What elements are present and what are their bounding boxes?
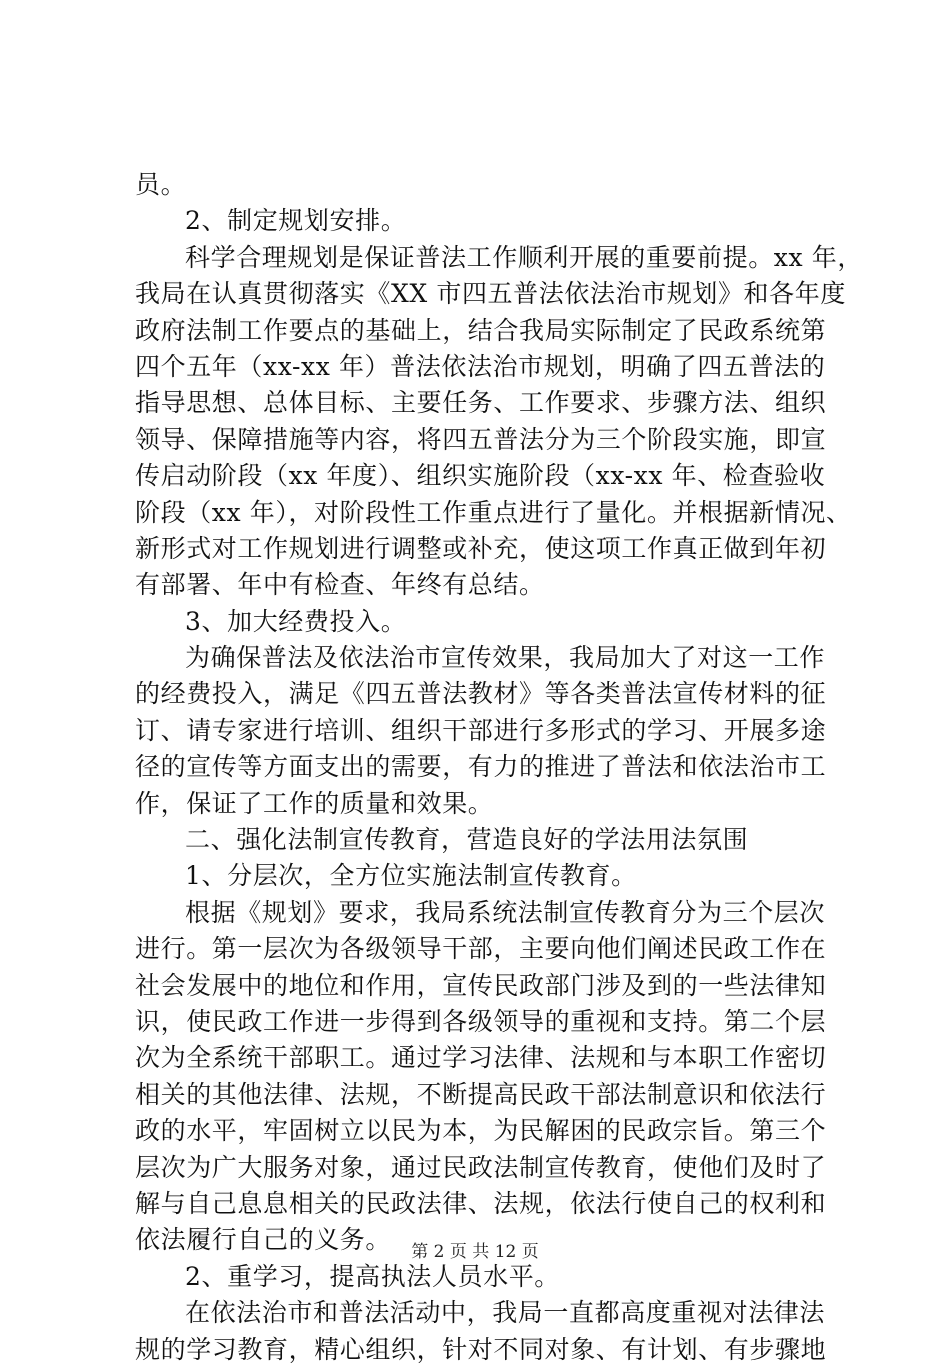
text-line: 依法履行自己的义务。 — [135, 1225, 392, 1255]
text-line: 规的学习教育，精心组织，针对不同对象、有计划、有步骤地 — [135, 1334, 827, 1364]
text-line: 作，保证了工作的质量和效果。 — [135, 788, 494, 818]
page-number-label: 第 2 页 共 12 页 — [411, 1242, 539, 1262]
chapter-heading: 二、强化法制宣传教育，营造良好的学法用法氛围 — [185, 825, 749, 855]
text-line: 政的水平，牢固树立以民为本，为民解困的民政宗旨。第三个 — [135, 1116, 827, 1146]
section-heading: 1、分层次，全方位实施法制宣传教育。 — [185, 861, 637, 891]
text-line: 径的宣传等方面支出的需要，有力的推进了普法和依法治市工 — [135, 752, 827, 782]
text-line: 我局在认真贯彻落实《XX 市四五普法依法治市规划》和各年度 — [135, 279, 846, 309]
document-body — [135, 167, 863, 1368]
text-line: 新形式对工作规划进行调整或补充，使这项工作真正做到年初 — [135, 533, 827, 563]
text-line: 领导、保障措施等内容，将四五普法分为三个阶段实施，即宣 — [135, 424, 827, 454]
text-line: 有部署、年中有检查、年终有总结。 — [135, 570, 545, 600]
text-line: 根据《规划》要求，我局系统法制宣传教育分为三个层次 — [185, 897, 826, 927]
text-line: 科学合理规划是保证普法工作顺利开展的重要前提。xx 年， — [185, 242, 863, 272]
text-line: 的经费投入，满足《四五普法教材》等各类普法宣传材料的征 — [135, 679, 827, 709]
text-line: 订、请专家进行培训、组织干部进行多形式的学习、开展多途 — [135, 715, 827, 745]
text-line: 指导思想、总体目标、主要任务、工作要求、步骤方法、组织 — [135, 388, 827, 418]
text-line: 为确保普法及依法治市宣传效果，我局加大了对这一工作 — [185, 643, 826, 673]
text-line: 员。 — [135, 170, 187, 199]
section-heading: 3、加大经费投入。 — [185, 606, 407, 636]
text-line: 识，使民政工作进一步得到各级领导的重视和支持。第二个层 — [135, 1006, 827, 1036]
text-line: 解与自己息息相关的民政法律、法规，依法行使自己的权利和 — [135, 1188, 827, 1218]
text-line: 社会发展中的地位和作用，宣传民政部门涉及到的一些法律知 — [135, 970, 827, 1000]
page-footer — [0, 1240, 950, 1264]
text-line: 四个五年（xx-xx 年）普法依法治市规划，明确了四五普法的 — [135, 351, 826, 381]
text-line: 进行。第一层次为各级领导干部，主要向他们阐述民政工作在 — [135, 934, 827, 964]
text-line: 阶段（xx 年），对阶段性工作重点进行了量化。并根据新情况、 — [135, 497, 852, 527]
text-line: 在依法治市和普法活动中，我局一直都高度重视对法律法 — [185, 1298, 826, 1328]
text-line: 层次为广大服务对象，通过民政法制宣传教育，使他们及时了 — [135, 1152, 827, 1182]
text-line: 次为全系统干部职工。通过学习法律、法规和与本职工作密切 — [135, 1043, 827, 1073]
section-heading: 2、制定规划安排。 — [185, 206, 407, 236]
text-line: 传启动阶段（xx 年度）、组织实施阶段（xx-xx 年、检查验收 — [135, 461, 826, 491]
section-heading: 2、重学习，提高执法人员水平。 — [185, 1261, 560, 1291]
text-line: 政府法制工作要点的基础上，结合我局实际制定了民政系统第 — [135, 315, 827, 345]
text-line: 相关的其他法律、法规，不断提高民政干部法制意识和依法行 — [135, 1079, 827, 1109]
